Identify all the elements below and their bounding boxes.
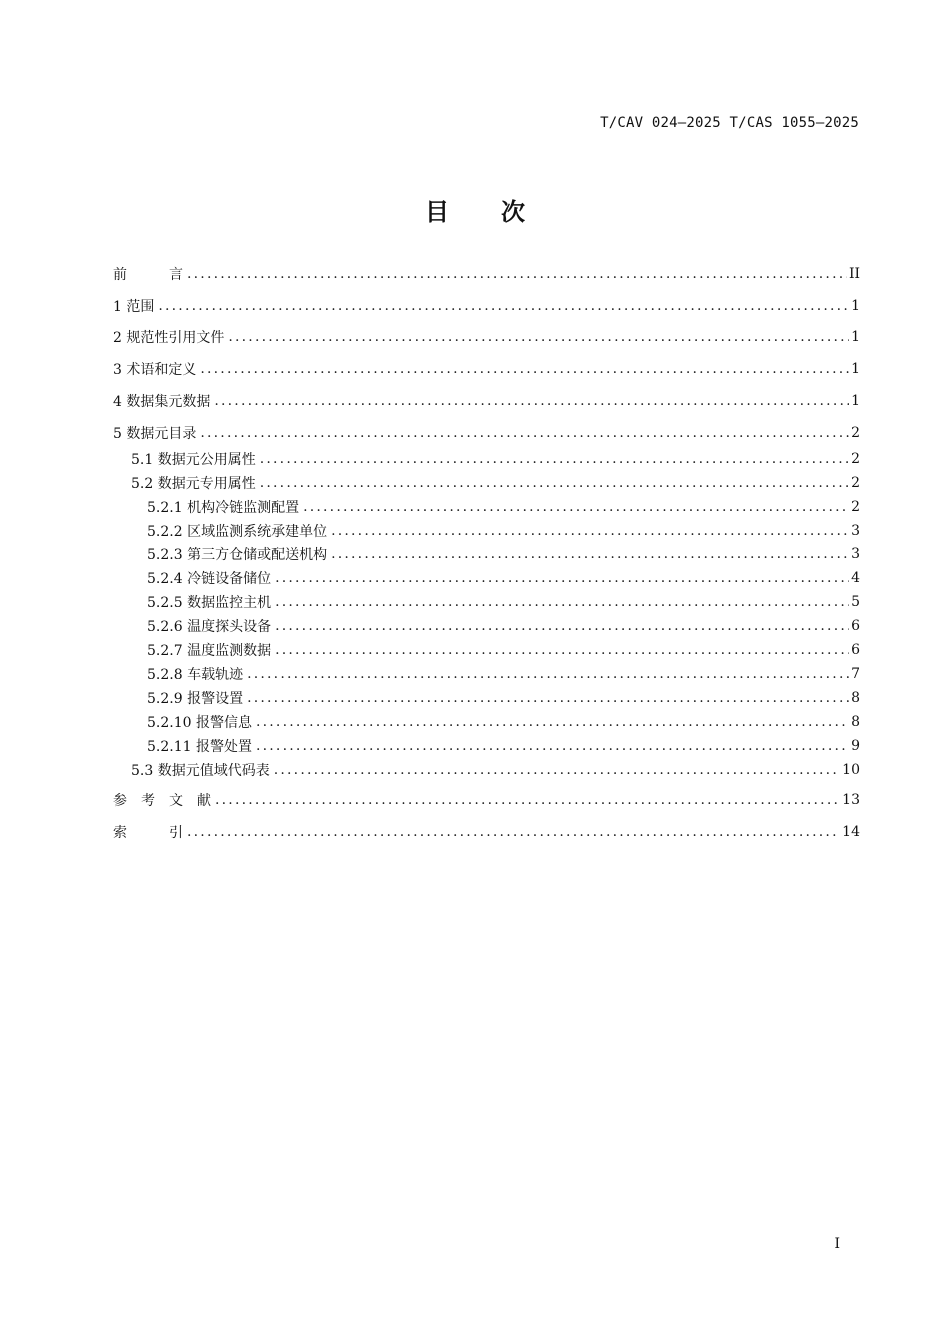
leader-dots bbox=[187, 266, 847, 282]
toc-entry-5-2-8[interactable] bbox=[113, 663, 860, 685]
toc-entry-page: 8 bbox=[851, 714, 860, 730]
toc-entry-page: 2 bbox=[851, 425, 860, 441]
leader-dots bbox=[331, 523, 849, 539]
toc-entry-5-2-9[interactable] bbox=[113, 687, 860, 709]
toc-entry-5-2-2[interactable] bbox=[113, 520, 860, 542]
leader-dots bbox=[275, 642, 849, 658]
leader-dots bbox=[275, 618, 849, 634]
toc-entry-label: 5.2 数据元专用属性 bbox=[131, 476, 256, 492]
toc-entry-page: 4 bbox=[851, 570, 860, 586]
toc-entry-label: 5.2.7 温度监测数据 bbox=[147, 643, 272, 659]
toc-entry-label: 1 范围 bbox=[113, 299, 155, 315]
leader-dots bbox=[275, 570, 849, 586]
toc-entry-label: 5.2.6 温度探头设备 bbox=[147, 619, 272, 635]
toc-title bbox=[0, 192, 950, 227]
toc-title-part2: 次 bbox=[501, 198, 525, 226]
leader-dots bbox=[275, 594, 849, 610]
toc-entry-label: 5 数据元目录 bbox=[113, 426, 197, 442]
toc-entry-5-2-6[interactable] bbox=[113, 615, 860, 637]
toc-entry-5-2-7[interactable] bbox=[113, 639, 860, 661]
toc-entry-page: 7 bbox=[851, 666, 860, 682]
toc-entry-foreword[interactable] bbox=[113, 263, 860, 285]
leader-dots bbox=[214, 393, 849, 409]
toc-entry-page: 1 bbox=[851, 393, 860, 409]
leader-dots bbox=[331, 546, 849, 562]
toc-entry-label: 5.2.5 数据监控主机 bbox=[147, 595, 272, 611]
toc-entry-label: 前 言 bbox=[113, 267, 183, 283]
toc-entry-page: 3 bbox=[851, 523, 860, 539]
toc-title-part1: 目 bbox=[425, 198, 449, 226]
toc-entry-label: 参 考 文 献 bbox=[113, 793, 211, 809]
leader-dots bbox=[247, 690, 849, 706]
toc-entry-3[interactable] bbox=[113, 358, 860, 380]
toc-entry-label: 5.2.3 第三方仓储或配送机构 bbox=[147, 547, 328, 563]
toc-entry-5-2-5[interactable] bbox=[113, 591, 860, 613]
toc-entry-page: 3 bbox=[851, 546, 860, 562]
leader-dots bbox=[260, 475, 849, 491]
leader-dots bbox=[187, 824, 840, 840]
toc-entry-index[interactable] bbox=[113, 821, 860, 843]
toc-entry-page: 2 bbox=[851, 451, 860, 467]
toc-entry-4[interactable] bbox=[113, 390, 860, 412]
toc-entry-label: 5.2.4 冷链设备储位 bbox=[147, 571, 272, 587]
toc-entry-page: 8 bbox=[851, 690, 860, 706]
toc-entry-5-2[interactable] bbox=[113, 472, 860, 494]
leader-dots bbox=[260, 451, 849, 467]
toc-entry-page: 1 bbox=[851, 329, 860, 345]
leader-dots bbox=[228, 329, 849, 345]
toc-entry-5-2-4[interactable] bbox=[113, 567, 860, 589]
toc-entry-5-2-1[interactable] bbox=[113, 496, 860, 518]
toc-entry-page: 9 bbox=[851, 738, 860, 754]
toc-entry-label: 5.2.9 报警设置 bbox=[147, 691, 244, 707]
leader-dots bbox=[274, 762, 840, 778]
leader-dots bbox=[200, 361, 849, 377]
page-number: I bbox=[834, 1236, 840, 1252]
toc-entry-page: 2 bbox=[851, 499, 860, 515]
toc-entry-label: 5.2.1 机构冷链监测配置 bbox=[147, 500, 300, 516]
toc-entry-page: 14 bbox=[842, 824, 860, 840]
leader-dots bbox=[303, 499, 849, 515]
leader-dots bbox=[247, 666, 849, 682]
toc-entry-page: 6 bbox=[851, 618, 860, 634]
toc-entry-page: 13 bbox=[842, 792, 860, 808]
toc-entry-references[interactable] bbox=[113, 789, 860, 811]
toc-entry-page: 1 bbox=[851, 361, 860, 377]
leader-dots bbox=[256, 738, 849, 754]
toc-entry-5-2-10[interactable] bbox=[113, 711, 860, 733]
toc-entry-page: II bbox=[848, 266, 860, 282]
toc-entry-label: 5.1 数据元公用属性 bbox=[131, 452, 256, 468]
leader-dots bbox=[158, 298, 849, 314]
toc-entry-5-2-3[interactable] bbox=[113, 543, 860, 565]
toc-entry-2[interactable] bbox=[113, 326, 860, 348]
toc-entry-label: 5.2.10 报警信息 bbox=[147, 715, 252, 731]
toc-entry-label: 5.3 数据元值域代码表 bbox=[131, 763, 270, 779]
toc-entry-label: 2 规范性引用文件 bbox=[113, 330, 225, 346]
toc-entry-label: 5.2.8 车载轨迹 bbox=[147, 667, 244, 683]
toc-entry-label: 5.2.2 区域监测系统承建单位 bbox=[147, 524, 328, 540]
leader-dots bbox=[200, 425, 849, 441]
toc-entry-label: 5.2.11 报警处置 bbox=[147, 739, 252, 755]
toc-entry-label: 索 引 bbox=[113, 825, 183, 841]
toc-entry-page: 10 bbox=[842, 762, 860, 778]
leader-dots bbox=[256, 714, 849, 730]
toc-entry-5-2-11[interactable] bbox=[113, 735, 860, 757]
toc-entry-page: 1 bbox=[851, 298, 860, 314]
toc-entry-5[interactable] bbox=[113, 422, 860, 444]
toc-entry-label: 3 术语和定义 bbox=[113, 362, 197, 378]
toc-entry-page: 6 bbox=[851, 642, 860, 658]
standard-code: T/CAV 024—2025 T/CAS 1055—2025 bbox=[600, 115, 859, 131]
toc-entry-1[interactable] bbox=[113, 295, 860, 317]
leader-dots bbox=[215, 792, 840, 808]
toc-entry-5-1[interactable] bbox=[113, 448, 860, 470]
toc-entry-label: 4 数据集元数据 bbox=[113, 394, 211, 410]
toc-entry-page: 2 bbox=[851, 475, 860, 491]
toc-entry-5-3[interactable] bbox=[113, 759, 860, 781]
toc-entry-page: 5 bbox=[851, 594, 860, 610]
